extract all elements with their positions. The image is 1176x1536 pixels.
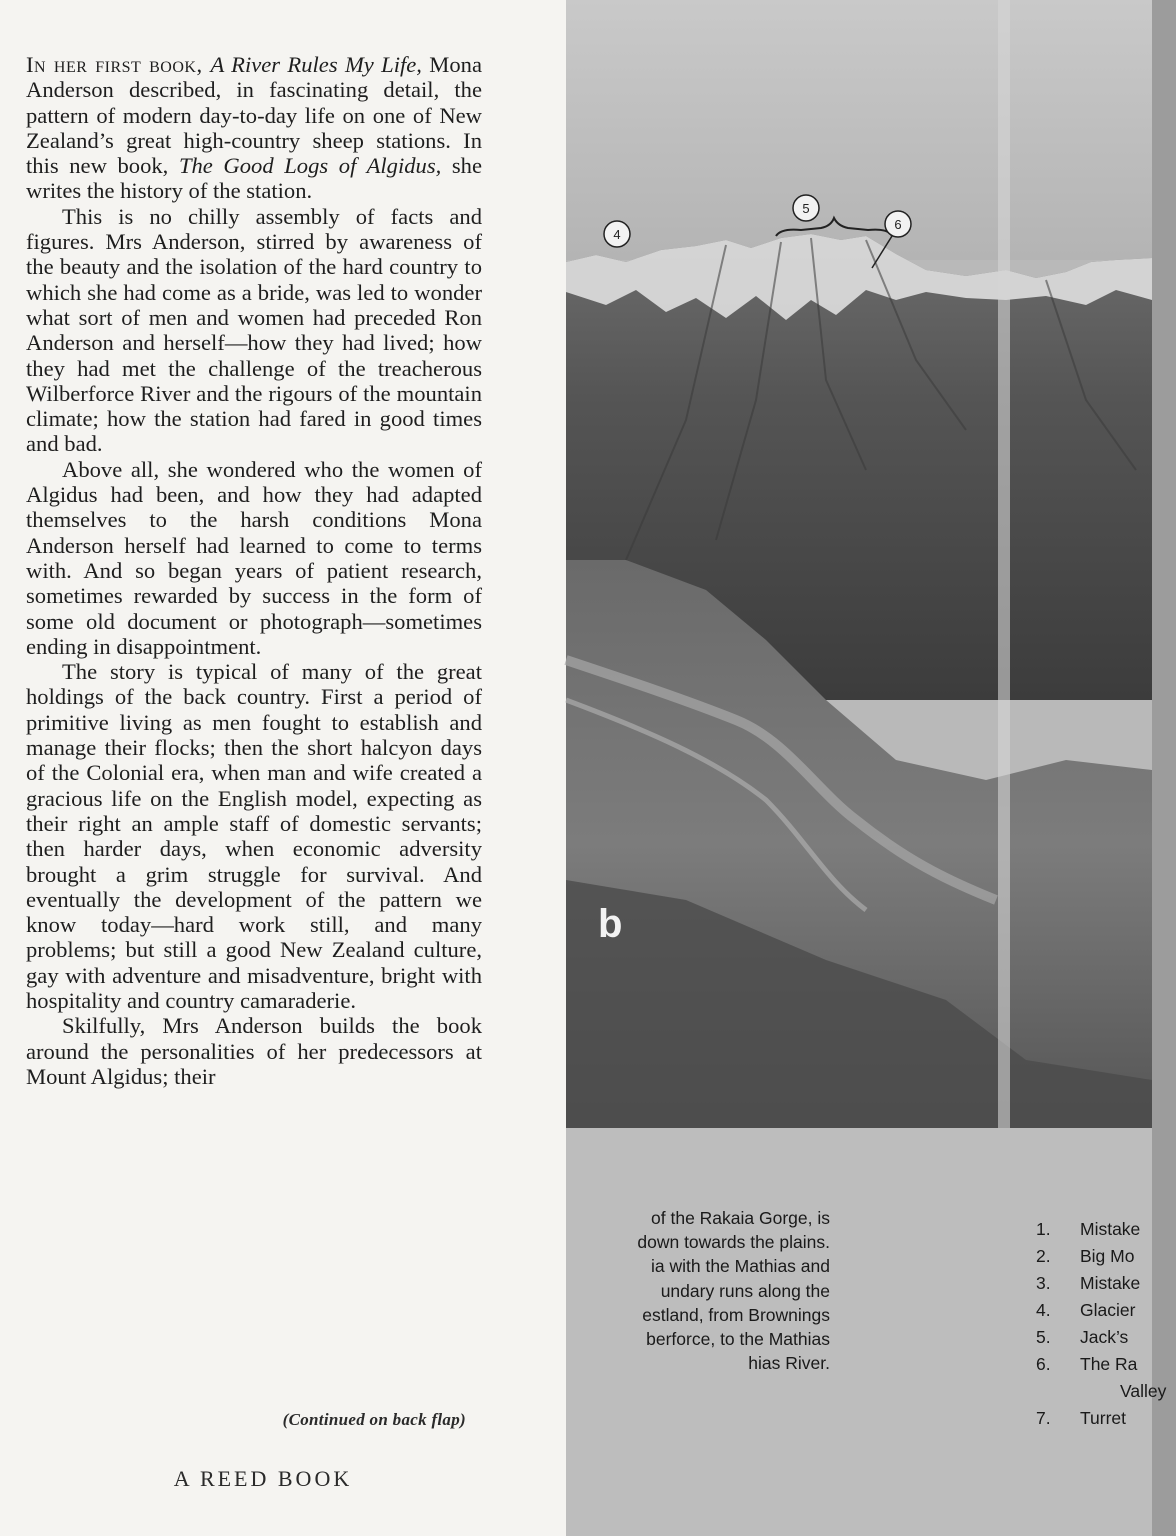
legend-name: Turret <box>1080 1408 1127 1428</box>
text-run: The Good Logs of Algidus, <box>178 153 442 179</box>
peak-marker-4 <box>604 221 630 247</box>
svg-text:6: 6 <box>894 217 902 232</box>
caption-line: estland, from Brownings <box>642 1304 830 1325</box>
caption-line: ia with the Mathias and <box>651 1256 830 1277</box>
text-run: Mona Anderson described, in fascinating detail, the pattern of modern day-to-day life on one of New Zealand’s great high-country sheep stations. In this new book, <box>26 52 482 179</box>
jacket-panorama <box>566 0 1167 1536</box>
legend-number: 3. <box>1036 1273 1051 1293</box>
text-run: This is no chilly assembly of facts and figures. Mrs Anderson, stirred by awareness of the beauty and the isolation of the hard country to which she had come as a bride, was led to wonder what sort of men and women had preceded Ron Anderson and herself—how they had lived; how they had met the challenge of the treacherous Wilberforce River and the rigours of the mountain climate; how the station had fared in good times and bad. <box>26 203 482 457</box>
photo-caption <box>566 1206 830 1375</box>
legend-name: Glacier <box>1080 1300 1136 1320</box>
legend-name: Mistake <box>1080 1273 1141 1293</box>
legend-number <box>1036 1378 1080 1405</box>
continued-note: (Continued on back flap) <box>282 1410 466 1429</box>
legend-row <box>1036 1351 1176 1378</box>
text-run: A River Rules My Life, <box>210 52 422 77</box>
text-run: Skilfully, Mrs Anderson builds the book around the personalities of her predecessors at Mount Algidus; their <box>26 1013 482 1089</box>
photo-letter: b <box>598 902 623 946</box>
legend-name: Mistake <box>1080 1219 1141 1239</box>
caption-line: undary runs along the <box>660 1280 830 1301</box>
text-run: she writes the history of the station. <box>26 153 482 204</box>
caption-line: down towards the plains. <box>637 1232 830 1253</box>
legend-row <box>1036 1324 1176 1351</box>
svg-text:5: 5 <box>802 201 810 216</box>
peak-legend <box>1036 1216 1176 1432</box>
sky <box>566 0 1152 260</box>
flap-paragraph <box>26 659 482 1013</box>
flap-paragraph <box>26 204 482 457</box>
legend-row <box>1036 1378 1176 1405</box>
flap-text <box>26 52 482 1089</box>
peak-marker-5 <box>793 195 819 221</box>
flap-paragraph <box>26 457 482 659</box>
legend-number: 4. <box>1036 1300 1051 1320</box>
text-run: Above all, she wondered who the women of Algidus had been, and how they had adapted themselves to the harsh conditions Mona Anderson herself had learned to come to terms with. And so began years of patient research, sometimes rewarded by success in the form of some old document or photograph—sometimes ending in disappointment. <box>26 456 482 659</box>
legend-name: Jack’s <box>1080 1327 1129 1347</box>
caption-line: berforce, to the Mathias <box>646 1329 830 1350</box>
front-flap <box>0 0 566 1536</box>
caption-line: of the Rakaia Gorge, is <box>651 1208 830 1228</box>
legend-name: Big Mo <box>1080 1246 1135 1266</box>
legend-name: The Ra <box>1080 1354 1138 1374</box>
text-run: The story is typical of many of the great holdings of the back country. First a period of primitive living as men fought to establish and manage their flocks; then the short halcyon days of the Colonial era, when man and wife created a gracious life on the English model, expecting as their right an ample staff of domestic servants; then harder days, when economic adversity brought a grim struggle for survival. And eventually the development of the pattern we know today—hard work still, and many problems; but still a good New Zealand culture, gay with adventure and misadventure, bright with hospitality and country camaraderie. <box>26 659 482 1013</box>
legend-number: 6. <box>1036 1354 1051 1374</box>
flap-paragraph <box>26 1013 482 1089</box>
publisher-imprint: A REED BOOK <box>173 1466 353 1491</box>
legend-row <box>1036 1405 1176 1432</box>
text-run: In her first book, <box>26 52 211 77</box>
flap-paragraph <box>26 52 482 204</box>
legend-number: 7. <box>1036 1408 1051 1428</box>
legend-row <box>1036 1243 1176 1270</box>
svg-text:4: 4 <box>613 227 621 242</box>
legend-number: 5. <box>1036 1327 1051 1347</box>
legend-row <box>1036 1297 1176 1324</box>
legend-name: Valley <box>1120 1381 1167 1401</box>
caption-line: hias River. <box>748 1353 830 1374</box>
legend-row <box>1036 1216 1176 1243</box>
legend-number: 1. <box>1036 1219 1051 1239</box>
legend-number: 2. <box>1036 1246 1051 1266</box>
legend-row <box>1036 1270 1176 1297</box>
